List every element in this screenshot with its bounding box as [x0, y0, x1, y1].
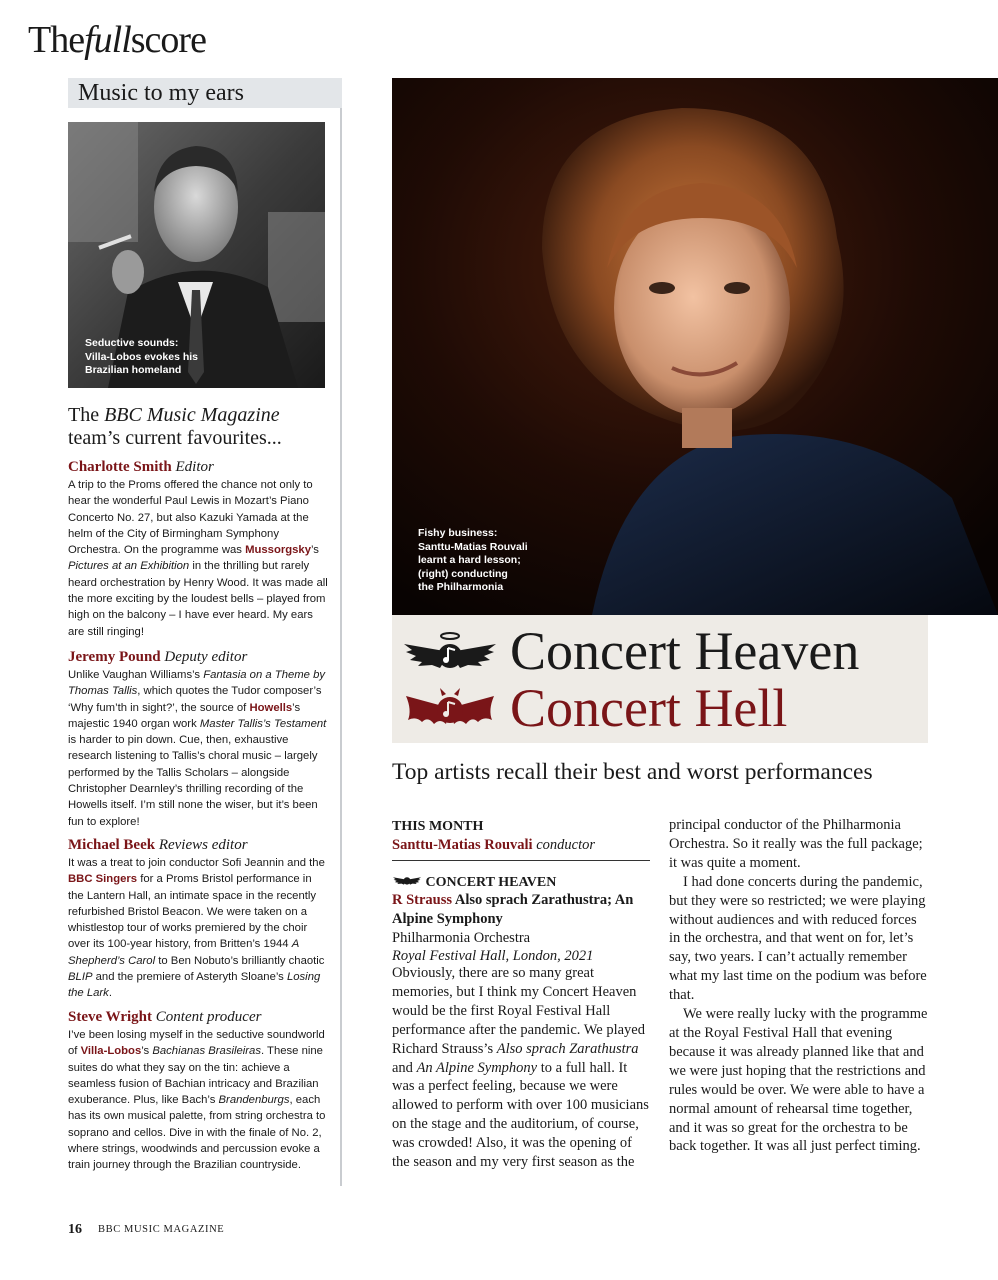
article-column-2: principal conductor of the Philharmonia Orchestra. So it really was the full package; it was quite a moment. I had done concerts during the pandemic, but they were so restricted; we were playing without audiences and with reduced forces in the orchestra, and that went on for, let’s say, two years. I can’t actually remember what my last time on the podium was before that. We were really lucky with the programme at the Royal Festival Hall that evening because it was already planned like that and we were just hoping that the restrictions and rules would be over. We were able to have a normal amount of rehearsal time together, and it was so great for the orchestra to be back together. It was all just perfect timing. — [669, 817, 928, 1155]
favourite-entry: Michael Beek Reviews editor It was a treat to join conductor Sofi Jeannin and the BBC Singers for a Proms Bristol performance in the Lantern Hall, an intimate space in the recently refurbished Bristol Beacon. We were taken on a whistlestop tour of works premiered by the choir over its 100-year history, from Britten’s 1944 A Shepherd’s Carol to Ben Nobuto’s brilliantly chaotic BLIP and the premiere of Asteryth Sloane’s Losing the Lark. — [68, 837, 325, 1000]
sidebar-divider — [340, 78, 342, 1186]
artist-name: Santtu-Matias Rouvali — [392, 837, 533, 853]
article-rule — [392, 860, 650, 861]
sidebar-intro: The BBC Music Magazine team’s current favourites... — [68, 404, 282, 449]
caption-line: Fishy business: — [418, 527, 498, 539]
masthead-part-2: full — [84, 19, 131, 61]
bat-winged-note-devil-icon — [402, 686, 498, 732]
caption-line: Seductive sounds: — [85, 337, 179, 349]
composer-highlight: Howells — [249, 701, 293, 714]
photo-caption-2 — [418, 527, 588, 595]
entry-role: Reviews editor — [158, 837, 248, 853]
entry-role: Editor — [175, 459, 214, 475]
orchestra: Philharmonia Orchestra — [392, 930, 531, 946]
title-concert-heaven: Concert Heaven — [510, 621, 860, 681]
masthead-part-1: The — [28, 19, 85, 61]
favourite-entry: Jeremy Pound Deputy editor Unlike Vaughan Williams’s Fantasia on a Theme by Thomas Tallis, which quotes the Tudor composer’s ‘Why fum’th in sight?’, the source of Howells’s majestic 1940 organ work Master Tallis’s Testament is harder to pin down. Cue, then, exhaustive research listening to Tallis’s choral music – largely performed by the Tallis Scholars – alongside Christopher Dearnley’s thrilling recording of the Howells itself. I’m still none the wiser, but it’s been fun to explore! — [68, 649, 327, 828]
concert-heaven-label: CONCERT HEAVEN — [392, 873, 556, 891]
title-concert-hell: Concert Hell — [510, 678, 788, 738]
masthead-part-3: score — [130, 19, 206, 61]
section-masthead — [28, 18, 206, 62]
sidebar-heading: Music to my ears — [78, 80, 244, 106]
favourite-entry: Steve Wright Content producer I’ve been losing myself in the seductive soundworld of Villa-Lobos’s Bachianas Brasileiras. These nine suites do what they say on the tin: achieve a seamless fusion of Bachian intricacy and Brazilian exuberance. Plus, like Bach’s Brandenburgs, each has its own musical palette, from string orchestra to soprano and cellos. Dive in with the finale of No. 2, where strings, woodwinds and percussion evoke a train journey through the Brazilian countryside. — [68, 1009, 326, 1172]
works-title: Also sprach Zarathustra; An Alpine Symphony — [392, 892, 634, 927]
caption-line: Santtu-Matias Rouvali — [418, 540, 528, 553]
article-column-1: Obviously, there are so many great memories, but I think my Concert Heaven would be the first Royal Festival Hall performance after the pandemic. We played Richard Strauss’s Also sprach Zarathustra and An Alpine Symphony to a full hall. It was a perfect feeling, because we were allowed to perform with over 100 musicians on the stage and the auditorium, of course, was crowded! Also, it was the opening of the season and my very first season as the — [392, 965, 649, 1171]
caption-line: (right) conducting — [418, 567, 508, 580]
small-winged-note-icon — [392, 873, 422, 887]
photo-caption-1 — [85, 337, 235, 378]
entry-name: Steve Wright — [68, 1009, 153, 1025]
caption-line: Villa-Lobos evokes his — [85, 350, 199, 363]
winged-note-halo-icon — [402, 630, 498, 676]
composer-highlight: BBC Singers — [68, 873, 138, 886]
sidebar-heading-bar — [68, 78, 342, 108]
entry-role: Content producer — [155, 1009, 262, 1025]
subtitle: Top artists recall their best and worst performances — [392, 759, 873, 785]
caption-line: learnt a hard lesson; — [418, 554, 521, 566]
composer-name: R Strauss — [392, 892, 453, 908]
caption-line: Brazilian homeland — [85, 364, 182, 376]
article-paragraph: We were really lucky with the programme at the Royal Festival Hall that evening because it was already planned like that and we were just hoping that the restrictions and rules would be over. We were able to have a normal amount of rehearsal time together, and it was so great for the orchestra to be back together. It was all just perfect timing. — [669, 1006, 928, 1155]
entry-role: Deputy editor — [164, 649, 248, 665]
artist-line — [392, 836, 595, 854]
composer-highlight: Villa-Lobos — [80, 1045, 142, 1058]
artist-role: conductor — [536, 837, 596, 853]
favourite-entry: Charlotte Smith Editor A trip to the Proms offered the chance not only to hear the wonderful Paul Lewis in Mozart’s Piano Concerto No. 27, but also Kazuki Yamada at the helm of the City of Birmingham Symphony Orchestra. On the programme was Mussorgsky’s Pictures at an Exhibition in the thrilling but rarely heard orchestration by Henry Wood. It was made all the more exciting by the loudest bells – played from high on the balcony – I have ever heard. My ears are still ringing! — [68, 459, 328, 638]
venue: Royal Festival Hall, London, 2021 — [392, 948, 594, 964]
composer-highlight: Mussorgsky — [245, 544, 311, 557]
entry-name: Michael Beek — [68, 837, 156, 853]
entry-name: Jeremy Pound — [68, 649, 161, 665]
entry-name: Charlotte Smith — [68, 459, 172, 475]
performance-works — [392, 891, 650, 928]
page-number: 16 — [68, 1222, 82, 1237]
article-paragraph: I had done concerts during the pandemic, but they were so restricted; we were playing without audiences and with reduced forces in the orchestra, and that went on for, let’s say, two years. I can’t actually remember what my last time on the podium was before that. — [669, 873, 927, 1004]
this-month-label: THIS MONTH — [392, 819, 484, 834]
magazine-footer: BBC MUSIC MAGAZINE — [98, 1224, 225, 1235]
caption-line: the Philharmonia — [418, 581, 504, 593]
magazine-name: BBC Music Magazine — [104, 404, 280, 426]
